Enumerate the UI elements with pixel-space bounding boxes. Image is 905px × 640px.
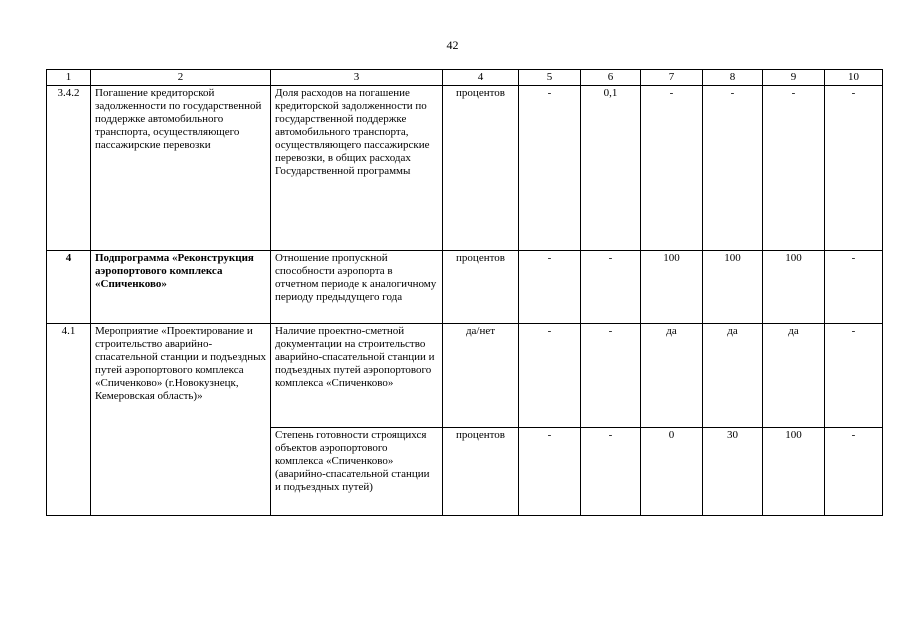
value-cell: 100	[703, 251, 763, 324]
page-number: 42	[446, 38, 459, 52]
row-number: 4.1	[47, 324, 91, 516]
row-name: Погашение кредиторской задолженности по государственной поддержке автомобильного транспорта, осуществляющего пассажирские перевозки	[91, 86, 271, 251]
row-name: Мероприятие «Проектирование и строительство аварийно-спасательной станции и подъездных путей аэропортового комплекса «Спиченково» (г.Новокузнецк, Кемеровская область)»	[91, 324, 271, 516]
value-cell: -	[581, 251, 641, 324]
indicators-table	[46, 69, 883, 516]
header-cell: 10	[825, 70, 883, 86]
row-number: 4	[47, 251, 91, 324]
indicator-text: Степень готовности строящихся объектов аэропортового комплекса «Спиченково» (аварийно-спасательной станции и подъездных путей)	[271, 428, 443, 516]
table-header-row	[47, 70, 883, 86]
value-cell: -	[581, 324, 641, 428]
value-cell: да	[763, 324, 825, 428]
header-cell: 8	[703, 70, 763, 86]
indicator-text: Наличие проектно-сметной документации на строительство аварийно-спасательной станции и подъездных путей аэропортового комплекса «Спиченково»	[271, 324, 443, 428]
unit-cell: процентов	[443, 86, 519, 251]
header-cell: 2	[91, 70, 271, 86]
value-cell: -	[825, 251, 883, 324]
value-cell: -	[703, 86, 763, 251]
unit-cell: процентов	[443, 428, 519, 516]
row-number: 3.4.2	[47, 86, 91, 251]
value-cell: -	[825, 86, 883, 251]
header-cell: 9	[763, 70, 825, 86]
header-cell: 7	[641, 70, 703, 86]
value-cell: -	[519, 428, 581, 516]
header-cell: 6	[581, 70, 641, 86]
value-cell: да	[641, 324, 703, 428]
row-name: Подпрограмма «Реконструкция аэропортового комплекса «Спиченково»	[91, 251, 271, 324]
value-cell: -	[641, 86, 703, 251]
value-cell: -	[825, 324, 883, 428]
value-cell: 100	[641, 251, 703, 324]
table-row	[47, 251, 883, 324]
value-cell: да	[703, 324, 763, 428]
value-cell: 100	[763, 428, 825, 516]
value-cell: -	[581, 428, 641, 516]
value-cell: 100	[763, 251, 825, 324]
value-cell: -	[763, 86, 825, 251]
value-cell: -	[519, 86, 581, 251]
header-cell: 1	[47, 70, 91, 86]
indicator-text: Отношение пропускной способности аэропорта в отчетном периоде к аналогичному периоду предыдущего года	[271, 251, 443, 324]
value-cell: -	[519, 324, 581, 428]
header-cell: 4	[443, 70, 519, 86]
header-cell: 3	[271, 70, 443, 86]
table-row	[47, 86, 883, 251]
value-cell: 0	[641, 428, 703, 516]
value-cell: -	[519, 251, 581, 324]
value-cell: 0,1	[581, 86, 641, 251]
value-cell: 30	[703, 428, 763, 516]
indicator-text: Доля расходов на погашение кредиторской задолженности по государственной поддержке автомобильного транспорта, осуществляющего пассажирские перевозки, в общих расходах Государственной программы	[271, 86, 443, 251]
unit-cell: процентов	[443, 251, 519, 324]
unit-cell: да/нет	[443, 324, 519, 428]
header-cell: 5	[519, 70, 581, 86]
table-row	[47, 324, 883, 428]
value-cell: -	[825, 428, 883, 516]
